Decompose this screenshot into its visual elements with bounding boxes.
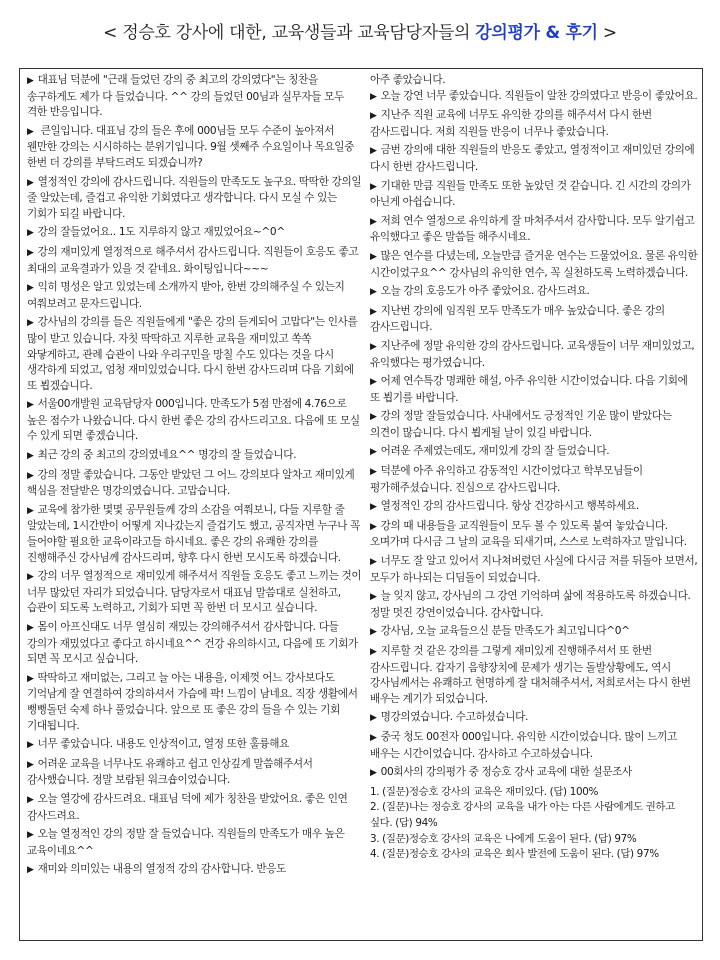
bullet-icon: ▶ [370, 447, 377, 458]
bullet-icon: ▶ [27, 177, 34, 188]
review-item [27, 225, 364, 242]
right-items [370, 89, 700, 782]
review-item [370, 589, 700, 621]
right-column [370, 73, 700, 939]
review-item [370, 624, 700, 641]
review-text: 대표님 덕분에 "근래 들었던 강의 중 최고의 강의였다"는 칭찬을 송구하게도 제가 다 들었습니다. ^^ 강의 들었던 00님과 실무자들 모두 격한 반응입니다. [27, 74, 344, 119]
bullet-icon: ▶ [370, 713, 377, 724]
review-item [370, 143, 700, 175]
review-text: 딱딱하고 재미없는, 그리고 늘 아는 내용을, 이제껏 어느 강사보다도 기억남게 잘 연결하여 강의하셔서 가슴에 팍! 느낌이 남네요. 직장 생활에서 뻥뻥돌던 숙제 하나 풀었습니다. 앞으로 또 좋은 강의 들을 수 있는 기회 기대됩니다. [27, 671, 358, 732]
review-item [27, 175, 364, 223]
review-item [27, 757, 364, 789]
review-text: 기대한 만큼 직원들 만족도 또한 높았던 것 같습니다. 긴 시간의 강의가 아닌게 아쉽습니다. [370, 179, 691, 209]
review-item [27, 315, 364, 394]
review-item [27, 792, 364, 824]
review-text: 강사님의 강의를 들은 직원들에게 "좋은 강의 듣게되어 고맙다"는 인사를 많이 받고 있습니다. 자칫 딱딱하고 지루한 교육을 재미있고 쏙쏙 와닿게하고, 관례 습관이 나와 우리구민을 망칠 수도 있다는 것을 다시 생각하게 되었고, 엄청 재미있었습니다. 다시 한번 감사드리며 다음 기회에 또 뵙겠습니다. [27, 316, 358, 392]
review-item [27, 73, 364, 121]
bullet-icon: ▶ [27, 794, 34, 805]
review-text: 지난주 직원 교육에 너무도 유익한 강의를 해주셔서 다시 한번 감사드립니다. 저희 직원들 반응이 너무나 좋았습니다. [370, 109, 652, 138]
survey-line: 1. (질문)정승호 강사의 교육은 재미있다. (답) 100% [370, 785, 599, 798]
bullet-icon: ▶ [27, 830, 34, 841]
review-item [27, 827, 364, 859]
bullet-icon: ▶ [27, 865, 34, 876]
review-text: 명강의였습니다. 수고하셨습니다. [380, 711, 528, 724]
review-text: 큰일입니다. 대표님 강의 들은 후에 000님들 모두 수준이 높아져서 웬만한 강의는 시시하하는 분위기입니다. 9월 셋째주 수요일이나 목요일중 한번 더 강의를 부탁드려도 되겠습니까? [27, 124, 355, 169]
review-item [370, 554, 700, 586]
bullet-icon: ▶ [370, 146, 377, 157]
review-text: 저희 연수 열정으로 유익하게 잘 마쳐주셔서 감사합니다. 모두 알기쉽고 유익했다고 좋은 말씀들 해주시네요. [370, 214, 695, 244]
review-text: 재미와 의미있는 내용의 열정적 강의 감사합니다. 반응도 [37, 863, 287, 876]
title-prefix: < 정승호 강사에 대한, 교육생들과 교육담당자들의 [103, 23, 476, 43]
review-text: 열정적인 강의에 감사드립니다. 직원들의 만족도도 높구요. 딱딱한 강의일 줄 알았는데, 즐겁고 유익한 기회였다고 생각합니다. 다시 모실 수 있는 기회가 되길 바랍니다. [27, 175, 362, 220]
review-text: 중국 청도 00전자 000입니다. 유익한 시간이었습니다. 많이 느끼고 배우는 시간이었습니다. 감사하고 수고하셨습니다. [370, 730, 677, 760]
review-item [370, 339, 700, 371]
review-item [27, 245, 364, 277]
bullet-icon: ▶ [27, 228, 34, 239]
survey-line: 2. (질문)나는 정승호 강사의 교육을 내가 아는 다른 사람에게도 권하고 싶다. (답) 94% [370, 801, 675, 829]
review-item [27, 671, 364, 734]
review-item [370, 644, 700, 707]
review-text: 강의 정말 좋았습니다. 그동안 받았던 그 어느 강의보다 알차고 재미있게 핵심을 전달받은 명강의였습니다. 고맙습니다. [27, 468, 355, 498]
review-text: 금번 강의에 대한 직원들의 반응도 좋았고, 열정적이고 재미있던 강의에 다시 한번 감사드립니다. [370, 144, 695, 173]
review-item [27, 468, 364, 500]
bullet-icon: ▶ [27, 400, 34, 411]
bullet-icon: ▶ [370, 592, 377, 603]
bullet-icon: ▶ [370, 768, 377, 779]
bullet-icon: ▶ [370, 306, 377, 317]
review-text: 교육에 참가한 몇몇 공무원들께 강의 소감을 여쭤보니, 다들 지루할 줄 알았는데, 1시간반이 어떻게 지나갔는지 즐겁기도 했고, 공직자면 누구나 꼭 들어야할 필요한 교육이라고들 하시네요. 좋은 강의 유쾌한 강의를 진행해주신 강사님께 감사드리며, 향후 다시 한번 모시도록 하겠습니다. [27, 503, 361, 564]
review-text: 지루할 것 같은 강의를 그렇게 재미있게 진행해주셔서 또 한번 감사드립니다. 갑자기 음향장치에 문제가 생기는 돌발상황에도, 역시 강사님께서는 유쾌하고 현명하게 잘 대처해주셔서, 저희로서는 다시 한번 배우는 계기가 되었습니다. [370, 645, 691, 705]
review-text: 지난번 강의에 임직원 모두 만족도가 매우 높았습니다. 좋은 강의 감사드립니다. [370, 304, 665, 334]
title-suffix: > [597, 23, 617, 43]
review-text: 오늘 열강에 감사드려요. 대표님 덕에 제가 칭찬을 받았어요. 좋은 인연 감사드려요. [27, 792, 348, 822]
review-text: 덕분에 아주 유익하고 감동적인 시간이었다고 학부모님들이 평가해주셨습니다. 진심으로 감사드립니다. [370, 465, 643, 494]
bullet-icon: ▶ [370, 627, 377, 638]
review-text: 지난주에 정말 유익한 강의 감사드립니다. 교육생들이 너무 재미있었고, 유익했다는 평가였습니다. [370, 339, 695, 369]
bullet-icon: ▶ [27, 470, 34, 481]
review-item [370, 464, 700, 496]
review-item [370, 284, 700, 301]
bullet-icon: ▶ [27, 623, 34, 633]
bullet-icon: ▶ [370, 181, 377, 192]
review-text: 강의 재미있게 열정적으로 해주셔서 감사드립니다. 직원들이 호응도 좋고 최대의 교육결과가 있을 것 같네요. 화이팅입니다~~~ [27, 245, 359, 275]
bullet-icon: ▶ [27, 451, 34, 462]
review-item [27, 569, 364, 617]
survey-line: 3. (질문)정승호 강사의 교육은 나에게 도움이 된다. (답) 97% [370, 832, 637, 845]
continued-text: 아주 좋았습니다. [370, 74, 446, 86]
review-text: 어제 연수특강 명쾌한 해설, 아주 유익한 시간이었습니다. 다음 기회에 또 뵙기를 바랍니다. [370, 375, 688, 404]
review-item [370, 249, 700, 281]
bullet-icon: ▶ [370, 557, 377, 568]
review-item [370, 108, 700, 140]
survey-line: 4. (질문)정승호 강사의 교육은 회사 발전에 도움이 된다. (답) 97% [370, 848, 659, 861]
bullet-icon: ▶ [27, 673, 34, 684]
review-text: 몸이 아프신대도 너무 열심히 재밌는 강의해주셔서 감사합니다. 다들 강의가 재밌었다고 좋다고 하시네요^^ 건강 유의하시고, 다음에 또 기회가 되면 꼭 모시고 싶습니다. [27, 621, 358, 666]
bullet-icon: ▶ [27, 126, 34, 137]
bullet-icon: ▶ [370, 91, 377, 102]
review-text: 강의 너무 열정적으로 재미있게 해주셔서 직원들 호응도 좋고 느끼는 것이 너무 많았던 자리가 되었습니다. 담당자로서 대표님 말씀대로 실천하고, 습관이 되도록 노력하고, 기회가 되면 꼭 한번 더 모시고 싶습니다. [27, 570, 362, 615]
review-item [370, 179, 700, 211]
bullet-icon: ▶ [370, 502, 377, 513]
page-title [0, 18, 720, 43]
review-item [370, 765, 700, 782]
review-item [27, 503, 364, 566]
review-item [27, 620, 364, 668]
review-item [27, 124, 364, 172]
bullet-icon: ▶ [370, 377, 377, 388]
review-item [370, 444, 700, 461]
review-item [370, 409, 700, 441]
bullet-icon: ▶ [27, 76, 34, 86]
bullet-icon: ▶ [370, 521, 377, 532]
review-item [370, 730, 700, 762]
review-text: 강사님, 오늘 교육들으신 분들 만족도가 최고입니다^0^ [380, 625, 630, 638]
review-text: 늘 잊지 않고, 강사님의 그 강연 기억하며 삶에 적용하도록 하겠습니다. 정말 멋진 강연이었습니다. 감사합니다. [370, 590, 691, 619]
review-item [370, 710, 700, 727]
review-text: 오늘 열정적인 강의 정말 잘 들었습니다. 직원들의 만족도가 매우 높은 교육이네요^^ [27, 828, 345, 857]
bullet-icon: ▶ [370, 287, 377, 298]
review-item [27, 862, 364, 879]
review-text: 어려운 교육을 너무나도 유쾌하고 쉽고 인상깊게 말씀해주셔서 감사했습니다. 정말 보람된 워크숍이었습니다. [27, 757, 313, 787]
review-item [370, 499, 700, 516]
bullet-icon: ▶ [370, 111, 377, 122]
bullet-icon: ▶ [27, 572, 34, 583]
review-text: 너무 좋았습니다. 내용도 인상적이고, 열정 또한 훌륭해요 [37, 738, 290, 751]
review-item [370, 304, 700, 336]
review-item [370, 214, 700, 246]
review-item [27, 448, 364, 465]
review-text: 강의 정말 잘들었습니다. 사내에서도 긍정적인 기운 많이 받았다는 의견이 많습니다. 다시 뵙게될 날이 있길 바랍니다. [370, 410, 672, 439]
review-item [27, 397, 364, 445]
reviews-box [19, 68, 703, 941]
left-column [27, 73, 364, 939]
bullet-icon: ▶ [27, 740, 34, 751]
review-text: 어려운 주제였는데도, 재미있게 강의 잘 들었습니다. [380, 445, 610, 458]
review-item [27, 737, 364, 754]
survey-list [370, 785, 700, 863]
bullet-icon: ▶ [27, 759, 34, 770]
review-item [370, 519, 700, 551]
review-text: 최근 강의 중 최고의 강의였네요^^ 명강의 잘 들었습니다. [37, 449, 297, 462]
bullet-icon: ▶ [370, 467, 377, 478]
review-item [370, 374, 700, 406]
bullet-icon: ▶ [370, 647, 377, 657]
review-text: 오늘 강연 너무 좋았습니다. 직원들이 알찬 강의였다고 반응이 좋았어요. [380, 89, 698, 102]
title-highlight: 강의평가 & 후기 [475, 23, 598, 43]
review-text: 익히 명성은 알고 있었는데 소개까지 받아, 한번 강의해주실 수 있는지 여쭤보려고 문자드립니다. [27, 281, 345, 310]
bullet-icon: ▶ [27, 283, 34, 294]
bullet-icon: ▶ [370, 216, 377, 227]
bullet-icon: ▶ [27, 318, 34, 329]
review-text: 서울00개발원 교육담당자 000입니다. 만족도가 5점 만점에 4.76으로 높은 점수가 나왔습니다. 다시 한번 좋은 강의 감사드리고요. 다음에 또 모실 수 있게 되면 좋겠습니다. [27, 398, 360, 443]
bullet-icon: ▶ [27, 505, 34, 516]
bullet-icon: ▶ [370, 341, 377, 352]
review-text: 00회사의 강의평가 중 정승호 강사 교육에 대한 설문조사 [380, 766, 632, 779]
review-text: 많은 연수를 다녔는데, 오늘만큼 즐거운 연수는 드물었어요. 물론 유익한 시간이었구요^^ 강사님의 유익한 연수, 꼭 실천하도록 노력하겠습니다. [370, 249, 698, 279]
bullet-icon: ▶ [370, 732, 377, 743]
review-text: 열정적인 강의 감사드립니다. 항상 건강하시고 행복하세요. [380, 500, 639, 513]
review-text: 강의 때 내용들을 교직원들이 모두 볼 수 있도록 붙여 놓았습니다. 오며가며 다시금 그 날의 교육을 되새기며, 스스로 노력하자고 말입니다. [370, 519, 687, 549]
bullet-icon: ▶ [370, 412, 377, 423]
review-text: 오늘 강의 호응도가 아주 좋았어요. 감사드려요. [380, 285, 590, 298]
review-text: 너무도 잘 알고 있어서 지나쳐버렸던 사실에 다시금 저를 뒤돌아 보면서, 모두가 하나되는 디딤돌이 되었습니다. [370, 555, 698, 584]
review-item [27, 280, 364, 312]
review-item [370, 89, 700, 106]
review-text: 강의 잘들었어요.. 1도 지루하지 않고 재밌었어요~^0^ [37, 226, 285, 239]
bullet-icon: ▶ [370, 251, 377, 262]
bullet-icon: ▶ [27, 247, 34, 258]
